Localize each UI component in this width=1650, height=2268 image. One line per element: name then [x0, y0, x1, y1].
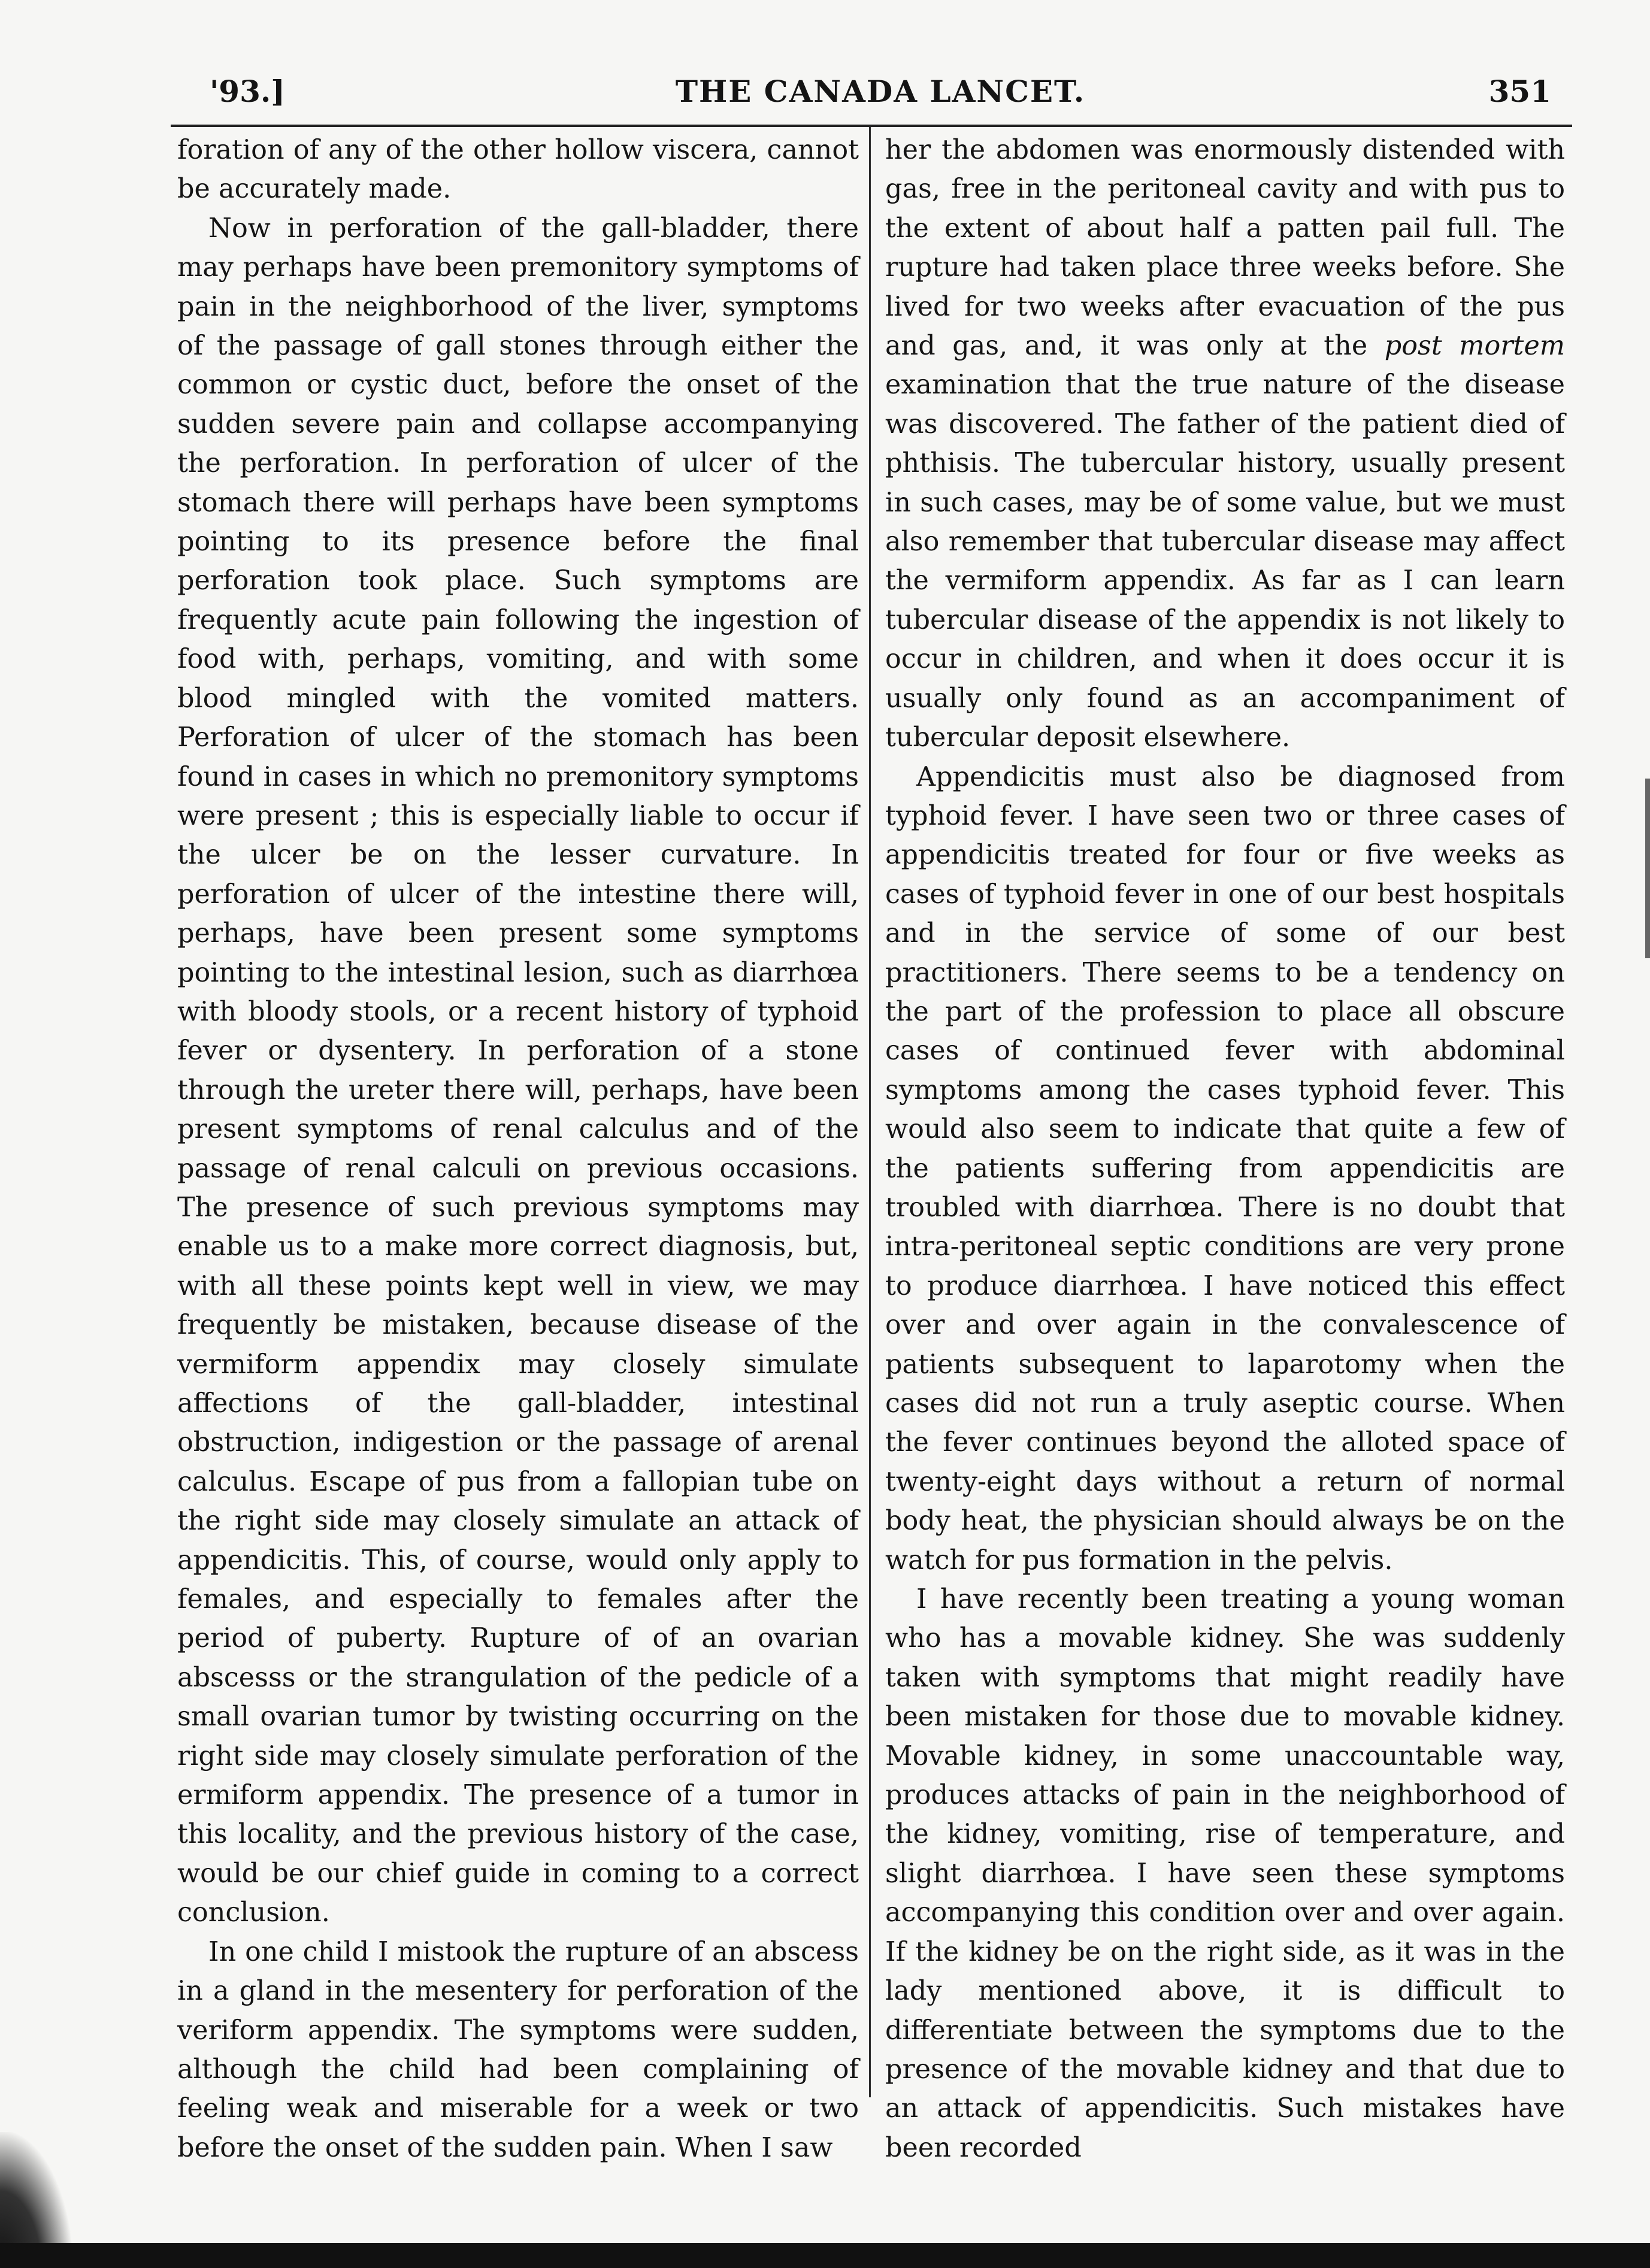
- paragraph: I have recently been treating a young woman who has a movable kidney. She was suddenly taken with symptoms that might readily have been mistaken for those due to movable kidney. Movable kidney, in some unaccountable way, produces attacks of pain in the neighborhood of the kidney, vomiting, rise of temperature, and slight diarrhœa. I have seen these symptoms accompanying this condition over and over again. If the kidney be on the right side, as it was in the lady mentioned above, it is difficult to differentiate between the symptoms due to the presence of the movable kidney and that due to an attack of appendicitis. Such mistakes have been recorded: [885, 1584, 1565, 2163]
- column-divider: [869, 127, 871, 2097]
- paragraph: Appendicitis must also be diagnosed from typhoid fever. I have seen two or three cases of appendicitis treated for four or five weeks as cases of typhoid fever in one of our best hospitals and in the service of some of our best practitioners. There seems to be a tendency on the part of the profession to place all obscure cases of continued fever with abdominal symptoms among the cases typhoid fever. This would also seem to indicate that quite a few of the patients suffering from appendicitis are troubled with diarrhœa. There is no doubt that intra-peritoneal septic conditions are very prone to produce diarrhœa. I have noticed this effect over and over again in the convalescence of patients subsequent to laparotomy when the cases did not run a truly aseptic course. When the fever continues beyond the alloted space of twenty-eight days without a return of normal body heat, the physician should always be on the watch for pus formation in the pelvis.: [885, 761, 1565, 1576]
- paragraph: In one child I mistook the rupture of an abscess in a gland in the mesentery for perforation of the veriform appendix. The symptoms were sudden, although the child had been complaining of feeling weak and miserable for a week or two before the onset of the sudden pain. When I saw: [177, 1936, 859, 2163]
- header-rule: [171, 125, 1572, 127]
- header-year: '93.]: [210, 74, 285, 109]
- scan-shadow-bottom: [0, 2243, 1650, 2268]
- paragraph-continued: [885, 131, 1565, 758]
- text-run: her the abdomen was enormously distended with gas, free in the peritoneal cavity and with pus to the extent of about half a patten pail full. The rupture had taken place three weeks before. She lived for two weeks after evacuation of the pus and gas, and, it was only at the: [885, 135, 1565, 362]
- text-run: examination that the true nature of the disease was discovered. The father of the patient died of phthisis. The tubercular history, usually present in such cases, may be of some value, but we must also remember that tubercular disease may affect the vermiform appendix. As far as I can learn tubercular disease of the appendix is not likely to occur in children, and when it does occur it is usually only found as an accompaniment of tubercular deposit elsewhere.: [885, 370, 1565, 753]
- right-column: [885, 131, 1565, 2167]
- journal-title: THE CANADA LANCET.: [675, 74, 1086, 109]
- italic-text: post mortem: [1384, 331, 1565, 362]
- paragraph: Now in perforation of the gall-bladder, there may perhaps have been premonitory symptoms of pain in the neighborhood of the liver, symptoms of the passage of gall stones through either the common or cystic duct, before the onset of the sudden severe pain and collapse accompanying the perforation. In perforation of ulcer of the stomach there will perhaps have been symptoms pointing to its presence before the final perforation took place. Such symptoms are frequently acute pain following the ingestion of food with, perhaps, vomiting, and with some blood mingled with the vomited matters. Perforation of ulcer of the stomach has been found in cases in which no premonitory symptoms were present ; this is especially liable to occur if the ulcer be on the lesser curvature. In perforation of ulcer of the intestine there will, perhaps, have been present some symptoms pointing to the intestinal lesion, such as diarrhœa with bloody stools, or a recent history of typhoid fever or dysentery. In perforation of a stone through the ureter there will, perhaps, have been present symptoms of renal calculus and of the passage of renal calculi on previous occasions. The presence of such previous symptoms may enable us to a make more correct diagnosis, but, with all these points kept well in view, we may frequently be mistaken, because disease of the vermiform appendix may closely simulate affections of the gall-bladder, intestinal obstruction, indigestion or the passage of arenal calculus. Escape of pus from a fallopian tube on the right side may closely simulate an attack of appendicitis. This, of course, would only apply to females, and especially to females after the period of puberty. Rupture of of an ovarian abscesss or the strangulation of the pedicle of a small ovarian tumor by twisting occurring on the right side may closely simulate perforation of the ermiform appendix. The presence of a tumor in this locality, and the previous history of the case, would be our chief guide in coming to a correct conclusion.: [177, 213, 859, 1928]
- page-header: [210, 71, 1551, 125]
- page-number: 351: [1488, 74, 1551, 109]
- scan-edge-right: [1645, 779, 1650, 958]
- left-column: [177, 131, 859, 2167]
- paragraph-continued: foration of any of the other hollow viscera, cannot be accurately made.: [177, 135, 859, 205]
